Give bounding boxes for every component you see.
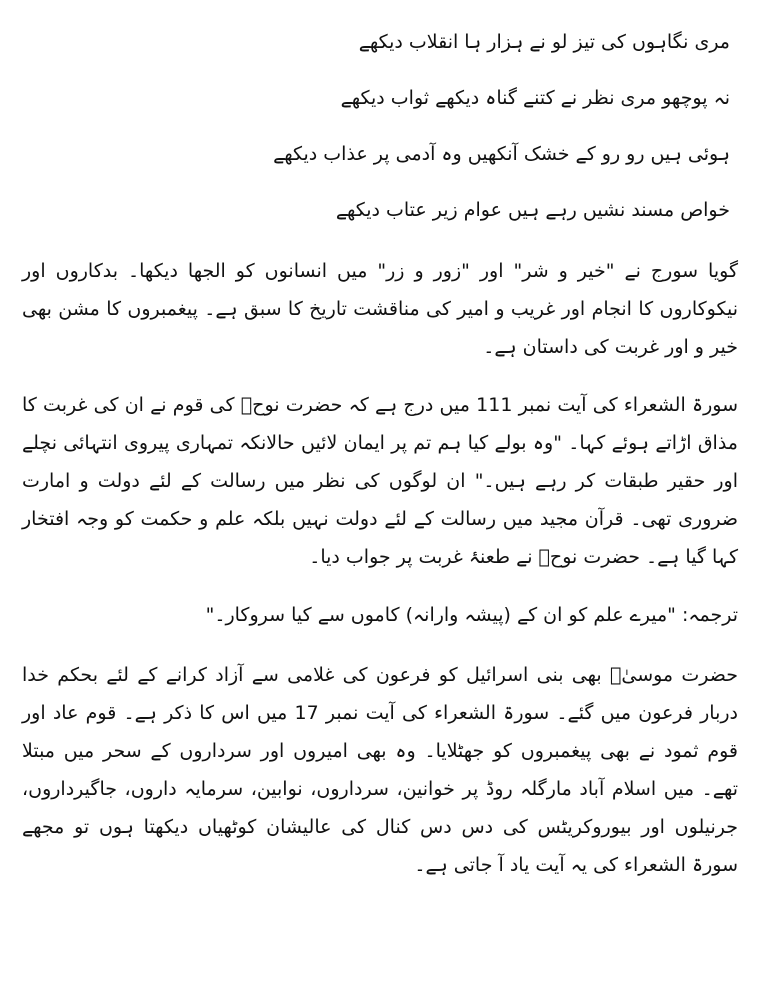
poem-verse: مری نگاہوں کی تیز لو نے ہزار ہا انقلاب دیکھے bbox=[358, 31, 730, 53]
poem bbox=[22, 28, 738, 224]
translation-paragraph: ترجمہ: "میرے علم کو ان کے (پیشہ وارانہ) کاموں سے کیا سروکار۔" bbox=[205, 604, 738, 626]
poem-verse: ہوئی ہیں رو رو کے خشک آنکھیں وہ آدمی پر عذاب دیکھے bbox=[273, 143, 730, 165]
poem-verse: نہ پوچھو مری نظر نے کتنے گناہ دیکھے ثواب دیکھے bbox=[340, 87, 730, 109]
paragraph: حضرت موسیٰؑ بھی بنی اسرائیل کو فرعون کی غلامی سے آزاد کرانے کے لئے بحکم خدا دربار فرعون میں گئے۔ سورۃ الشعراء کی آیت نمبر 17 میں اس کا ذکر ہے۔ قوم عاد اور قوم ثمود نے بھی پیغمبروں کو جھٹلایا۔ وہ بھی امیروں اور سرداروں کے سحر میں مبتلا تھے۔ میں اسلام آباد مارگلہ روڈ پر خوانین، سرداروں، نوابین، سرمایہ داروں، جاگیرداروں، جرنیلوں اور بیوروکریٹس کی دس دس کنال کی عالیشان کوٹھیاں دیکھتا ہوں تو مجھے سورۃ الشعراء کی یہ آیت یاد آ جاتی ہے۔ bbox=[22, 664, 738, 876]
body-text bbox=[22, 252, 738, 884]
paragraph: گویا سورج نے "خیر و شر" اور "زور و زر" میں انسانوں کو الجھا دیکھا۔ بدکاروں اور نیکوکاروں کا انجام اور غریب و امیر کی مناقشت تاریخ کا سبق ہے۔ پیغمبروں کا مشن بھی خیر و اور غربت کی داستان ہے۔ bbox=[22, 260, 738, 358]
document-page bbox=[22, 28, 738, 904]
paragraph: سورۃ الشعراء کی آیت نمبر 111 میں درج ہے کہ حضرت نوحؑ کی قوم نے ان کی غربت کا مذاق اڑاتے ہوئے کہا۔ "وہ بولے کیا ہم تم پر ایمان لائیں حالانکہ تمہاری پیروی انتہائی نچلے اور حقیر طبقات کر رہے ہیں۔" ان لوگوں کی نظر میں رسالت کے لئے دولت و امارت ضروری تھی۔ قرآن مجید میں رسالت کے لئے دولت نہیں بلکہ علم و حکمت کو وجہ افتخار کہا گیا ہے۔ حضرت نوحؑ نے طعنۂ غربت پر جواب دیا۔ bbox=[22, 394, 738, 568]
poem-verse: خواص مسند نشیں رہے ہیں عوام زیر عتاب دیکھے bbox=[335, 199, 730, 221]
